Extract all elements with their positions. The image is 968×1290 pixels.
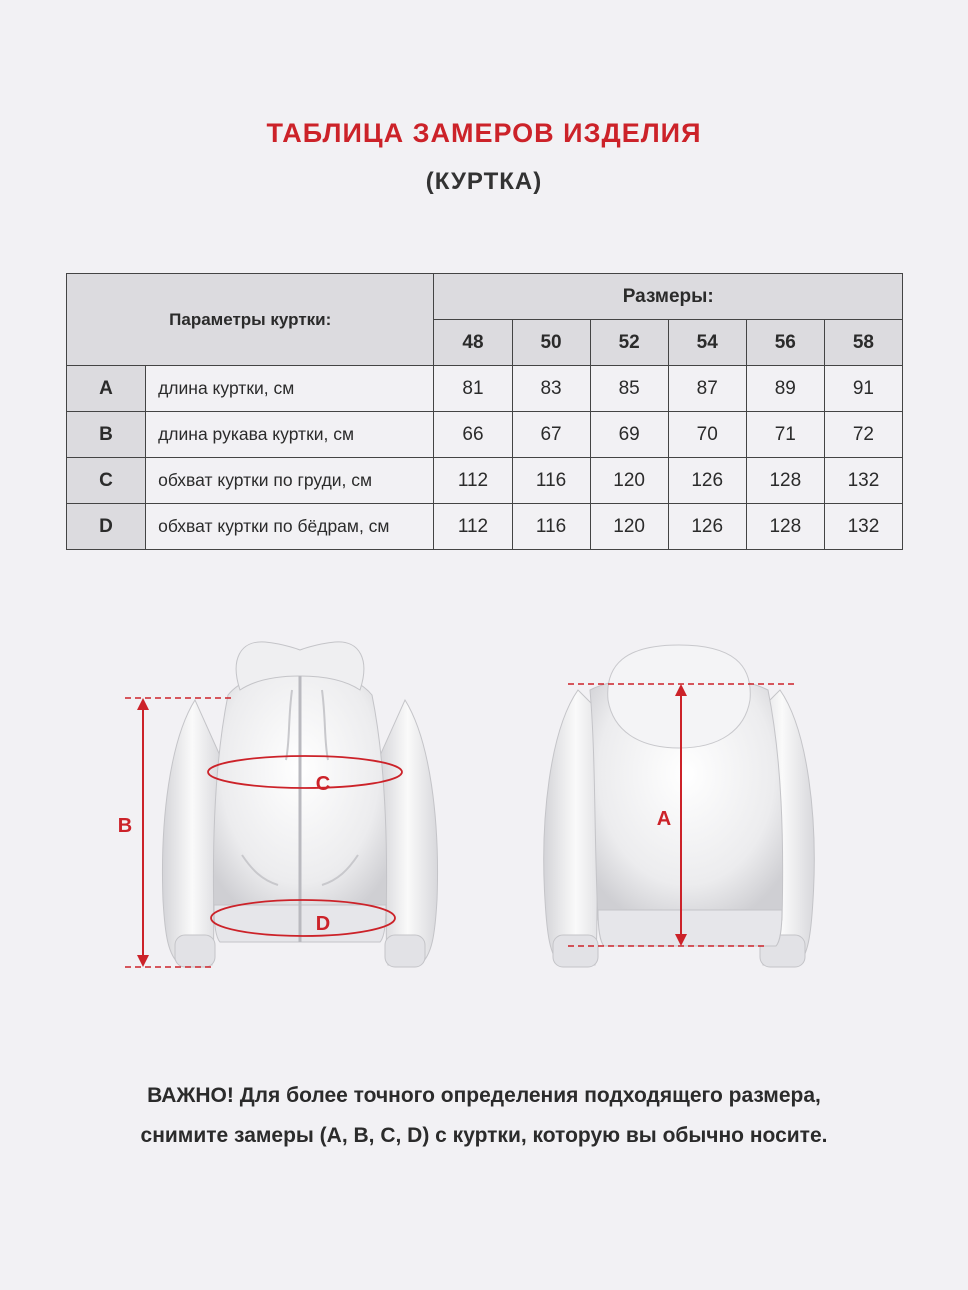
sizes-header: Размеры: xyxy=(434,274,903,320)
cell: 71 xyxy=(746,412,824,458)
cell: 112 xyxy=(434,458,512,504)
size-48: 48 xyxy=(434,320,512,366)
row-letter: B xyxy=(67,412,146,458)
cell: 128 xyxy=(746,458,824,504)
cell: 83 xyxy=(512,366,590,412)
row-label: обхват куртки по бёдрам, см xyxy=(146,504,434,550)
cell: 126 xyxy=(668,458,746,504)
size-54: 54 xyxy=(668,320,746,366)
label-b: B xyxy=(117,815,133,837)
size-52: 52 xyxy=(590,320,668,366)
cell: 67 xyxy=(512,412,590,458)
important-note xyxy=(0,1076,968,1156)
cell: 120 xyxy=(590,458,668,504)
cell: 126 xyxy=(668,504,746,550)
cell: 132 xyxy=(824,504,902,550)
front-jacket-image xyxy=(162,642,437,967)
cell: 66 xyxy=(434,412,512,458)
cell: 128 xyxy=(746,504,824,550)
cell: 120 xyxy=(590,504,668,550)
size-58: 58 xyxy=(824,320,902,366)
label-d: D xyxy=(315,913,331,935)
cell: 132 xyxy=(824,458,902,504)
cell: 87 xyxy=(668,366,746,412)
cell: 70 xyxy=(668,412,746,458)
cell: 91 xyxy=(824,366,902,412)
back-jacket-image xyxy=(544,645,814,967)
row-label: длина рукава куртки, см xyxy=(146,412,434,458)
row-letter: D xyxy=(67,504,146,550)
cell: 72 xyxy=(824,412,902,458)
label-c: C xyxy=(315,773,331,795)
param-header: Параметры куртки: xyxy=(67,274,434,366)
cell: 89 xyxy=(746,366,824,412)
label-a: A xyxy=(656,808,672,830)
cell: 81 xyxy=(434,366,512,412)
note-line-1: ВАЖНО! Для более точного определения подходящего размера, xyxy=(147,1084,821,1107)
page-title: ТАБЛИЦА ЗАМЕРОВ ИЗДЕЛИЯ xyxy=(266,118,702,148)
cell: 85 xyxy=(590,366,668,412)
page-subtitle: (КУРТКА) xyxy=(425,168,543,195)
cell: 116 xyxy=(512,504,590,550)
size-50: 50 xyxy=(512,320,590,366)
cell: 69 xyxy=(590,412,668,458)
row-label: обхват куртки по груди, см xyxy=(146,458,434,504)
row-letter: C xyxy=(67,458,146,504)
cell: 112 xyxy=(434,504,512,550)
cell: 116 xyxy=(512,458,590,504)
size-56: 56 xyxy=(746,320,824,366)
row-letter: A xyxy=(67,366,146,412)
row-label: длина куртки, см xyxy=(146,366,434,412)
note-line-2: снимите замеры (A, B, C, D) с куртки, которую вы обычно носите. xyxy=(140,1124,828,1147)
